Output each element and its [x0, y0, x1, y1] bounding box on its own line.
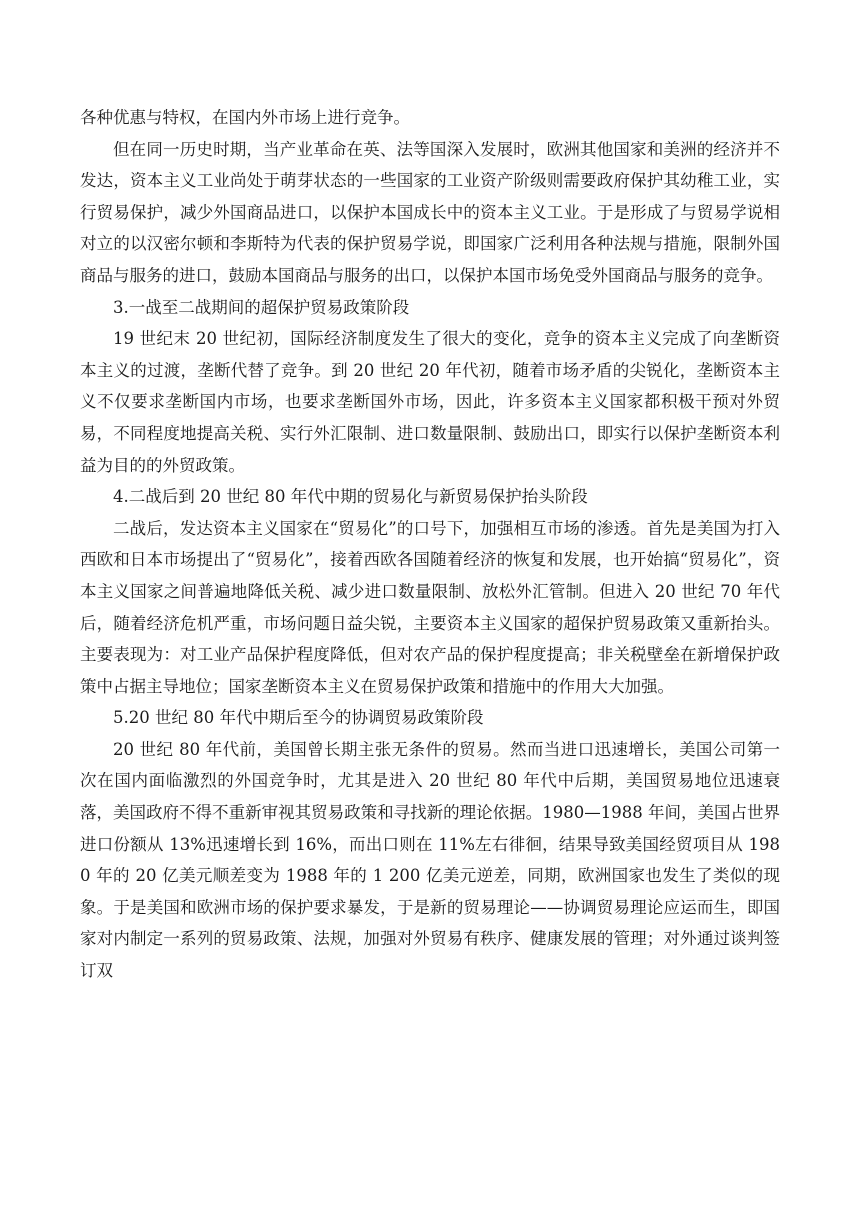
paragraph-postwar-trade: 二战后，发达资本主义国家在“贸易化”的口号下，加强相互市场的渗透。首先是美国为打入西欧和日本市场提出了“贸易化”，接着西欧各国随着经济的恢复和发展，也开始搞“贸易化”，资本主义国家之间普遍地降低关税、减少进口数量限制、放松外汇管制。但进入 20 世纪 70 年代后，随着经济危机严重，市场问题日益尖锐，主要资本主义国家的超保护贸易政策又重新抬头。主要表现为：对工业产品保护程度降低，但对农产品的保护程度提高；非关税壁垒在新增保护政策中占据主导地位；国家垄断资本主义在贸易保护政策和措施中的作用大大加强。 — [80, 518, 780, 696]
section-heading-5: 5.20 世纪 80 年代中期后至今的协调贸易政策阶段 — [113, 708, 484, 728]
document-page — [80, 102, 780, 987]
section-heading-3: 3.一战至二战期间的超保护贸易政策阶段 — [113, 297, 410, 317]
section-heading-4: 4.二战后到 20 世纪 80 年代中期的贸易化与新贸易保护抬头阶段 — [113, 487, 588, 507]
paragraph-coordinated-trade: 20 世纪 80 年代前，美国曾长期主张无条件的贸易。然而当进口迅速增长，美国公司第一次在国内面临激烈的外国竞争时，尤其是进入 20 世纪 80 年代中后期，美国贸易地位迅速衰落，美国政府不得不重新审视其贸易政策和寻找新的理论依据。1980—1988 年间，美国占世界进口份额从 13%迅速增长到 16%，而出口则在 11%左右徘徊，结果导致美国经贸项目从 1980 年的 20 亿美元顺差变为 1988 年的 1 200 亿美元逆差，同期，欧洲国家也发生了类似的现象。于是美国和欧洲市场的保护要求暴发，于是新的贸易理论——协调贸易理论应运而生，即国家对内制定一系列的贸易政策、法规，加强对外贸易有秩序、健康发展的管理；对外通过谈判签订双 — [80, 739, 780, 981]
paragraph-protection-theory: 但在同一历史时期，当产业革命在英、法等国深入发展时，欧洲其他国家和美洲的经济并不发达，资本主义工业尚处于萌芽状态的一些国家的工业资产阶级则需要政府保护其幼稚工业，实行贸易保护，减少外国商品进口，以保护本国成长中的资本主义工业。于是形成了与贸易学说相对立的以汉密尔顿和李斯特为代表的保护贸易学说，即国家广泛利用各种法规与措施，限制外国商品与服务的进口，鼓励本国商品与服务的出口，以保护本国市场免受外国商品与服务的竞争。 — [80, 139, 780, 285]
paragraph-super-protection: 19 世纪末 20 世纪初，国际经济制度发生了很大的变化，竞争的资本主义完成了向垄断资本主义的过渡，垄断代替了竞争。到 20 世纪 20 年代初，随着市场矛盾的尖锐化，垄断资本主义不仅要求垄断国内市场，也要求垄断国外市场，因此，许多资本主义国家都积极干预对外贸易，不同程度地提高关税、实行外汇限制、进口数量限制、鼓励出口，即实行以保护垄断资本利益为目的的外贸政策。 — [80, 329, 780, 475]
paragraph-continuation: 各种优惠与特权，在国内外市场上进行竞争。 — [80, 108, 410, 127]
